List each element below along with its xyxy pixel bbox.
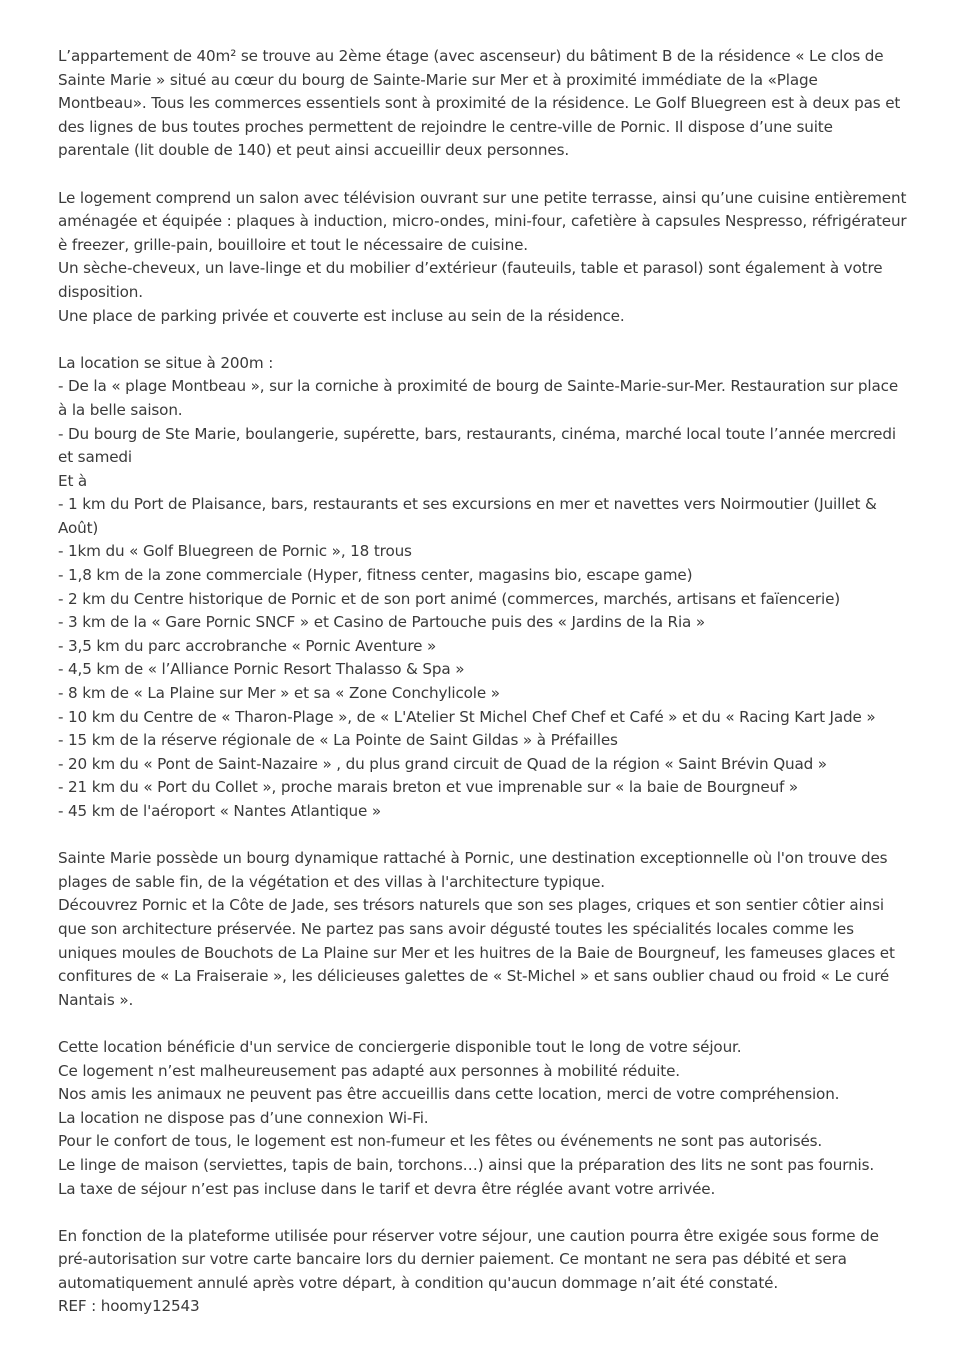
text-line: Un sèche-cheveux, un lave-linge et du mobilier d’extérieur (fauteuils, table et parasol) sont également à votre disposition. bbox=[58, 259, 883, 301]
text-line: La location ne dispose pas d’une connexion Wi-Fi. bbox=[58, 1108, 429, 1127]
text-line: Ce logement n’est malheureusement pas adapté aux personnes à mobilité réduite. bbox=[58, 1061, 680, 1080]
list-item: - 8 km de « La Plaine sur Mer » et sa « Zone Conchylicole » bbox=[58, 684, 500, 703]
list-item: - 1 km du Port de Plaisance, bars, restaurants et ses excursions en mer et navettes vers Noirmoutier (Juillet & Août) bbox=[58, 495, 877, 537]
text-line: Une place de parking privée et couverte est incluse au sein de la résidence. bbox=[58, 306, 625, 325]
paragraph-house-rules bbox=[58, 1036, 908, 1201]
list-item: - 20 km du « Pont de Saint-Nazaire » , du plus grand circuit de Quad de la région « Saint Brévin Quad » bbox=[58, 754, 827, 773]
list-subheading: Et à bbox=[58, 471, 88, 490]
text-line: Le linge de maison (serviettes, tapis de bain, torchons…) ainsi que la préparation des lits ne sont pas fournis. bbox=[58, 1155, 875, 1174]
text-line: La taxe de séjour n’est pas incluse dans le tarif et devra être réglée avant votre arrivée. bbox=[58, 1179, 716, 1198]
text-line: Pour le confort de tous, le logement est non-fumeur et les fêtes ou événements ne sont pas autorisés. bbox=[58, 1132, 823, 1151]
list-item: - 4,5 km de « l’Alliance Pornic Resort Thalasso & Spa » bbox=[58, 660, 465, 679]
reference-code: REF : hoomy12543 bbox=[58, 1297, 200, 1316]
list-item: - 10 km du Centre de « Tharon-Plage », de « L'Atelier St Michel Chef Chef et Café » et du « Racing Kart Jade » bbox=[58, 707, 876, 726]
text-line: Découvrez Pornic et la Côte de Jade, ses trésors naturels que son ses plages, criques et son sentier côtier ainsi que son architecture préservée. Ne partez pas sans avoir dégusté toutes les spécialités locales comme les uniques moules de Bouchots de La Plaine sur Mer et les huitres de la Baie de Bourgneuf, les fameuses glaces et confitures de « La Fraiseraie », les délicieuses galettes de « St-Michel » et sans oublier chaud ou froid « Le curé Nantais ». bbox=[58, 896, 895, 1009]
paragraph-deposit-and-reference bbox=[58, 1225, 908, 1319]
list-heading: La location se situe à 200m : bbox=[58, 353, 274, 372]
list-item: - Du bourg de Ste Marie, boulangerie, supérette, bars, restaurants, cinéma, marché local toute l’année mercredi et samedi bbox=[58, 424, 896, 467]
text-line: Nos amis les animaux ne peuvent pas être accueillis dans cette location, merci de votre compréhension. bbox=[58, 1085, 840, 1104]
text-line: En fonction de la plateforme utilisée pour réserver votre séjour, une caution pourra être exigée sous forme de pré-autorisation sur votre carte bancaire lors du dernier paiement. Ce montant ne sera pas débité et sera automatiquement annulé après votre départ, à condition qu'aucun dommage n’ait été constaté. bbox=[58, 1226, 879, 1292]
list-item: - 2 km du Centre historique de Pornic et de son port animé (commerces, marchés, artisans et faïencerie) bbox=[58, 589, 841, 608]
paragraph-apartment-description bbox=[58, 45, 908, 163]
list-item: - 1km du « Golf Bluegreen de Pornic », 18 trous bbox=[58, 542, 412, 561]
text-line: Sainte Marie possède un bourg dynamique rattaché à Pornic, une destination exceptionnelle où l'on trouve des plages de sable fin, de la végétation et des villas à l'architecture typique. bbox=[58, 849, 888, 891]
list-item: - 3,5 km du parc accrobranche « Pornic Aventure » bbox=[58, 636, 437, 655]
paragraph-location-list bbox=[58, 352, 908, 824]
list-item: - 15 km de la réserve régionale de « La Pointe de Saint Gildas » à Préfailles bbox=[58, 731, 618, 750]
paragraph-area-description bbox=[58, 847, 908, 1012]
list-item: - 3 km de la « Gare Pornic SNCF » et Casino de Partouche puis des « Jardins de la Ria » bbox=[58, 613, 706, 632]
list-item: - 21 km du « Port du Collet », proche marais breton et vue imprenable sur « la baie de Bourgneuf » bbox=[58, 778, 799, 797]
text-line: Cette location bénéficie d'un service de conciergerie disponible tout le long de votre séjour. bbox=[58, 1037, 742, 1056]
text-line: L’appartement de 40m² se trouve au 2ème étage (avec ascenseur) du bâtiment B de la résidence « Le clos de Sainte Marie » situé au cœur du bourg de Sainte-Marie sur Mer et à proximité immédiate de la «Plage Montbeau». Tous les commerces essentiels sont à proximité de la résidence. Le Golf Bluegreen est à deux pas et des lignes de bus toutes proches permettent de rejoindre le centre-ville de Pornic. Il dispose d’une suite parentale (lit double de 140) et peut ainsi accueillir deux personnes. bbox=[58, 47, 901, 160]
text-line: Le logement comprend un salon avec télévision ouvrant sur une petite terrasse, ainsi qu’une cuisine entièrement aménagée et équipée : plaques à induction, micro-ondes, mini-four, cafetière à capsules Nespresso, réfrigérateur è freezer, grille-pain, bouilloire et tout le nécessaire de cuisine. bbox=[58, 188, 907, 254]
list-item: - 1,8 km de la zone commerciale (Hyper, fitness center, magasins bio, escape game) bbox=[58, 566, 693, 585]
list-item: - De la « plage Montbeau », sur la corniche à proximité de bourg de Sainte-Marie-sur-Mer. Restauration sur place à la belle saison. bbox=[58, 377, 899, 419]
document-body bbox=[58, 45, 908, 1343]
list-item: - 45 km de l'aéroport « Nantes Atlantique » bbox=[58, 802, 382, 820]
paragraph-amenities bbox=[58, 187, 908, 329]
